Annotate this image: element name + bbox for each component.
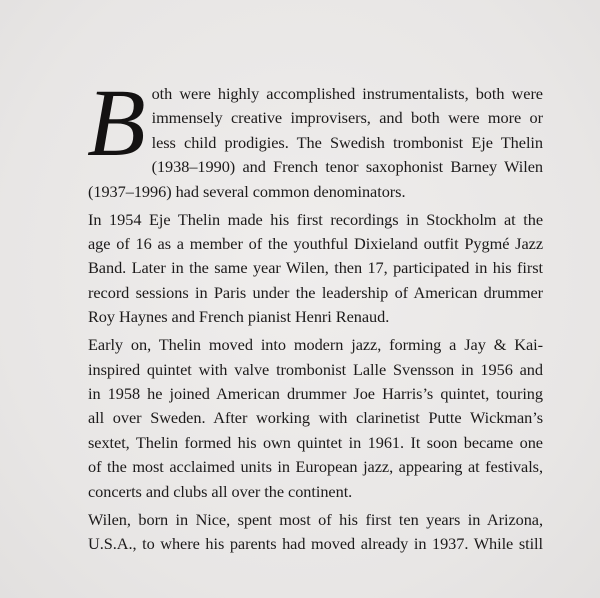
paragraph-2 (88, 208, 543, 330)
body-text (87, 69, 543, 560)
text-line: (1937–1996) had several common denominators. (88, 181, 406, 201)
text-line: concerts and clubs all over the continent. (88, 481, 353, 501)
text-line: immensely creative improvisers, and both were more or (151, 108, 543, 128)
text-line: less child prodigies. The Swedish trombonist Eje Thelin (151, 132, 543, 152)
text-line: (1938–1990) and French tenor saxophonist Barney Wilen (151, 157, 543, 177)
text-line: In 1954 Eje Thelin made his first recordings in Stockholm at the (88, 209, 543, 229)
text-line: of the most acclaimed units in European jazz, appearing at festivals, (88, 457, 543, 477)
text-line: Roy Haynes and French pianist Henri Renaud. (88, 307, 390, 327)
text-line: U.S.A., to where his parents had moved already in 1937. While still (88, 534, 543, 554)
text-line: Band. Later in the same year Wilen, then 17, participated in his first (88, 258, 543, 278)
text-line: age of 16 as a member of the youthful Dixieland outfit Pygmé Jazz (88, 234, 543, 254)
paragraph-3 (88, 333, 543, 504)
text-line: Early on, Thelin moved into modern jazz, forming a Jay & Kai- (88, 335, 543, 355)
text-line: record sessions in Paris under the leadership of American drummer (88, 282, 543, 302)
paragraph-4 (88, 508, 543, 557)
text-line: in 1958 he joined American drummer Joe Harris’s quintet, touring (88, 384, 543, 404)
text-line: Wilen, born in Nice, spent most of his first ten years in Arizona, (88, 509, 543, 529)
text-line: inspired quintet with valve trombonist Lalle Svensson in 1956 and (88, 359, 543, 379)
paragraph-1 (87, 69, 543, 204)
text-line: all over Sweden. After working with clarinetist Putte Wickman’s (88, 408, 543, 428)
drop-cap: B (87, 69, 146, 176)
text-line: sextet, Thelin formed his own quintet in 1961. It soon became one (88, 432, 543, 452)
text-line: oth were highly accomplished instrumentalists, both were (151, 84, 543, 103)
